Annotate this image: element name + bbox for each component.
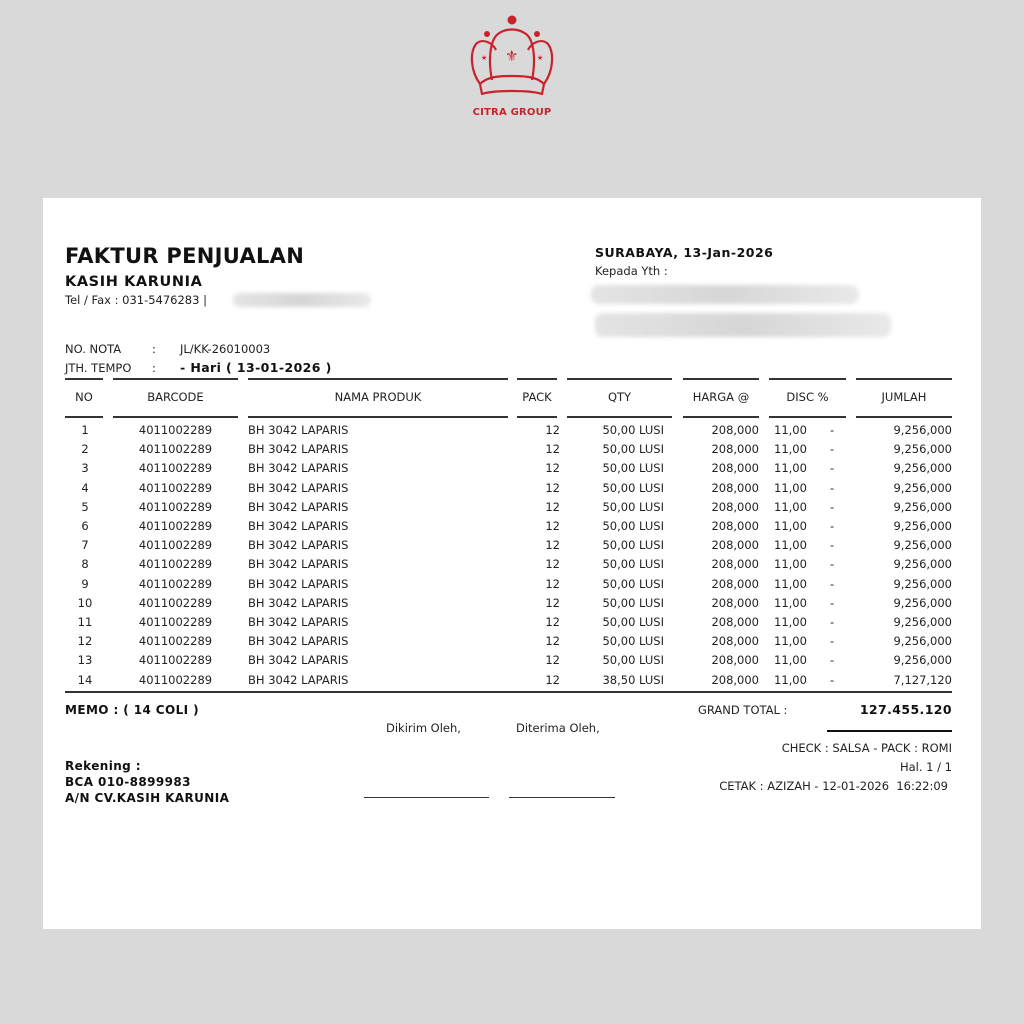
row-qty: 50,00 LUSI <box>602 615 664 629</box>
row-disc: 11,00 <box>774 442 807 457</box>
row-product-name: BH 3042 LAPARIS <box>248 423 349 437</box>
row-pack: 12 <box>545 615 560 629</box>
row-pack: 12 <box>545 442 560 457</box>
header-line <box>683 378 759 380</box>
row-qty: 50,00 LUSI <box>602 557 664 572</box>
header-line <box>113 416 238 418</box>
row-price: 208,000 <box>711 672 759 687</box>
row-price: 208,000 <box>711 442 759 457</box>
row-product-name: BH 3042 LAPARIS <box>248 480 349 495</box>
header-line <box>517 416 557 418</box>
col-header-barcode: BARCODE <box>147 390 204 404</box>
row-barcode: 4011002289 <box>138 576 213 591</box>
row-disc-extra: - <box>830 653 835 668</box>
row-pack: 12 <box>545 461 560 476</box>
row-disc-extra: - <box>830 615 835 629</box>
row-disc-extra: - <box>830 576 835 591</box>
recipient-label: Kepada Yth : <box>595 264 668 278</box>
row-product-name: BH 3042 LAPARIS <box>248 499 349 514</box>
row-barcode: 4011002289 <box>138 519 213 533</box>
row-disc-extra: - <box>830 442 835 457</box>
row-disc: 11,00 <box>774 519 807 533</box>
row-barcode: 4011002289 <box>138 557 213 572</box>
check-pack-info: CHECK : SALSA - PACK : ROMI <box>781 741 952 755</box>
row-price: 208,000 <box>711 480 759 495</box>
row-total: 9,256,000 <box>893 557 952 572</box>
row-barcode: 4011002289 <box>138 538 213 553</box>
row-total: 9,256,000 <box>893 423 952 437</box>
row-barcode: 4011002289 <box>138 634 213 649</box>
rekening-label: Rekening : <box>65 759 141 773</box>
header-line <box>567 416 672 418</box>
table-row <box>43 615 981 634</box>
row-disc: 11,00 <box>774 557 807 572</box>
header-line <box>248 416 508 418</box>
row-pack: 12 <box>545 499 560 514</box>
row-qty: 50,00 LUSI <box>602 653 664 668</box>
row-pack: 12 <box>545 557 560 572</box>
table-row <box>43 461 981 480</box>
memo: MEMO : ( 14 COLI ) <box>65 703 199 717</box>
crown-icon <box>464 14 560 106</box>
redacted-contact <box>233 293 371 307</box>
row-price: 208,000 <box>711 595 759 610</box>
row-no: 6 <box>81 519 89 533</box>
row-qty: 50,00 LUSI <box>602 576 664 591</box>
row-no: 11 <box>77 615 93 629</box>
row-no: 9 <box>81 576 89 591</box>
table-row <box>43 557 981 576</box>
row-no: 10 <box>77 595 93 610</box>
row-disc: 11,00 <box>774 538 807 553</box>
received-by-signature-line <box>509 797 615 798</box>
table-row <box>43 519 981 538</box>
row-disc-extra: - <box>830 519 835 533</box>
header-line <box>769 416 846 418</box>
row-total: 9,256,000 <box>893 653 952 668</box>
row-product-name: BH 3042 LAPARIS <box>248 557 349 572</box>
row-disc: 11,00 <box>774 576 807 591</box>
row-qty: 50,00 LUSI <box>602 538 664 553</box>
svg-text:⚜: ⚜ <box>505 47 519 65</box>
col-header-pack: PACK <box>522 390 552 404</box>
row-no: 14 <box>77 672 93 687</box>
row-disc-extra: - <box>830 557 835 572</box>
row-qty: 38,50 LUSI <box>602 672 664 687</box>
row-total: 9,256,000 <box>893 499 952 514</box>
svg-text:★: ★ <box>537 54 544 62</box>
row-barcode: 4011002289 <box>138 615 213 629</box>
col-header-disc: DISC % <box>786 390 829 404</box>
invoice-paper <box>43 198 981 929</box>
row-qty: 50,00 LUSI <box>602 442 664 457</box>
row-price: 208,000 <box>711 519 759 533</box>
jth-tempo-value: - Hari ( 13-01-2026 ) <box>180 360 332 375</box>
row-product-name: BH 3042 LAPARIS <box>248 653 349 668</box>
row-disc-extra: - <box>830 461 835 476</box>
row-product-name: BH 3042 LAPARIS <box>248 519 349 533</box>
row-price: 208,000 <box>711 557 759 572</box>
row-pack: 12 <box>545 634 560 649</box>
row-qty: 50,00 LUSI <box>602 595 664 610</box>
col-header-qty: QTY <box>607 390 632 404</box>
no-nota-value: JL/KK-26010003 <box>180 342 271 356</box>
header-line <box>769 378 846 380</box>
col-header-total: JUMLAH <box>881 390 927 404</box>
row-product-name: BH 3042 LAPARIS <box>248 595 349 610</box>
row-disc-extra: - <box>830 480 835 495</box>
row-no: 5 <box>81 499 89 514</box>
invoice-title: FAKTUR PENJUALAN <box>65 244 305 268</box>
table-row <box>43 673 981 692</box>
row-product-name: BH 3042 LAPARIS <box>248 461 349 476</box>
sent-by-signature-line <box>364 797 489 798</box>
table-row <box>43 634 981 653</box>
row-pack: 12 <box>545 672 560 687</box>
tel-fax: Tel / Fax : 031-5476283 | <box>65 293 207 307</box>
row-total: 9,256,000 <box>893 480 952 495</box>
header-line <box>248 378 508 380</box>
col-header-product: NAMA PRODUK <box>334 390 422 404</box>
redacted-recipient-name <box>591 285 859 304</box>
row-price: 208,000 <box>711 423 759 437</box>
row-total: 9,256,000 <box>893 634 952 649</box>
redacted-recipient-address <box>595 313 891 337</box>
row-total: 9,256,000 <box>893 461 952 476</box>
col-header-no: NO <box>75 390 93 404</box>
row-barcode: 4011002289 <box>138 423 213 437</box>
row-qty: 50,00 LUSI <box>602 499 664 514</box>
header-line <box>567 378 672 380</box>
grand-total-underline <box>827 730 952 732</box>
row-price: 208,000 <box>711 653 759 668</box>
table-row <box>43 596 981 615</box>
grand-total-label: GRAND TOTAL : <box>698 703 788 717</box>
table-row <box>43 500 981 519</box>
row-total: 9,256,000 <box>893 595 952 610</box>
row-price: 208,000 <box>711 461 759 476</box>
table-row <box>43 538 981 557</box>
table-row <box>43 653 981 672</box>
row-pack: 12 <box>545 576 560 591</box>
grand-total-value: 127.455.120 <box>859 702 952 717</box>
header-line <box>65 416 103 418</box>
row-disc-extra: - <box>830 538 835 553</box>
row-pack: 12 <box>545 480 560 495</box>
row-qty: 50,00 LUSI <box>602 461 664 476</box>
row-disc: 11,00 <box>774 634 807 649</box>
row-no: 1 <box>81 423 89 437</box>
no-nota-colon: : <box>152 342 156 356</box>
row-barcode: 4011002289 <box>138 499 213 514</box>
header-line <box>683 416 759 418</box>
row-disc: 11,00 <box>774 499 807 514</box>
row-pack: 12 <box>545 423 560 437</box>
row-disc: 11,00 <box>774 461 807 476</box>
row-total: 9,256,000 <box>893 519 952 533</box>
header-line <box>113 378 238 380</box>
row-disc: 11,00 <box>774 615 807 629</box>
row-barcode: 4011002289 <box>138 672 213 687</box>
row-qty: 50,00 LUSI <box>602 519 664 533</box>
row-qty: 50,00 LUSI <box>602 423 664 437</box>
row-barcode: 4011002289 <box>138 480 213 495</box>
row-disc: 11,00 <box>774 672 807 687</box>
row-barcode: 4011002289 <box>138 653 213 668</box>
print-info: CETAK : AZIZAH - 12-01-2026 16:22:09 <box>719 779 948 793</box>
row-disc: 11,00 <box>774 595 807 610</box>
svg-text:★: ★ <box>481 54 488 62</box>
row-no: 2 <box>81 442 89 457</box>
row-total: 9,256,000 <box>893 615 952 629</box>
header-line <box>517 378 557 380</box>
row-no: 8 <box>81 557 89 572</box>
row-barcode: 4011002289 <box>138 595 213 610</box>
row-product-name: BH 3042 LAPARIS <box>248 538 349 553</box>
account-name: A/N CV.KASIH KARUNIA <box>65 791 230 805</box>
brand-logo <box>452 14 572 124</box>
row-disc: 11,00 <box>774 423 807 437</box>
sent-by-label: Dikirim Oleh, <box>386 721 461 735</box>
row-disc-extra: - <box>830 672 835 687</box>
row-disc-extra: - <box>830 499 835 514</box>
row-product-name: BH 3042 LAPARIS <box>248 576 349 591</box>
city-date: SURABAYA, 13-Jan-2026 <box>595 245 774 260</box>
company-name: KASIH KARUNIA <box>65 274 203 290</box>
row-qty: 50,00 LUSI <box>602 634 664 649</box>
table-row <box>43 481 981 500</box>
row-disc: 11,00 <box>774 480 807 495</box>
row-no: 7 <box>81 538 89 553</box>
row-disc-extra: - <box>830 634 835 649</box>
received-by-label: Diterima Oleh, <box>516 721 600 735</box>
row-disc-extra: - <box>830 595 835 610</box>
row-disc-extra: - <box>830 423 835 437</box>
row-no: 4 <box>81 480 89 495</box>
header-line <box>856 416 952 418</box>
row-no: 3 <box>81 461 89 476</box>
row-total: 9,256,000 <box>893 576 952 591</box>
row-pack: 12 <box>545 595 560 610</box>
bank-account: BCA 010-8899983 <box>65 775 191 789</box>
row-product-name: BH 3042 LAPARIS <box>248 615 349 629</box>
row-price: 208,000 <box>711 499 759 514</box>
row-total: 7,127,120 <box>893 672 952 687</box>
row-barcode: 4011002289 <box>138 442 213 457</box>
no-nota-label: NO. NOTA <box>65 342 122 356</box>
table-bottom-line <box>65 691 952 693</box>
row-qty: 50,00 LUSI <box>602 480 664 495</box>
row-pack: 12 <box>545 519 560 533</box>
row-pack: 12 <box>545 538 560 553</box>
row-disc: 11,00 <box>774 653 807 668</box>
jth-tempo-label: JTH. TEMPO <box>65 361 132 375</box>
row-no: 13 <box>77 653 93 668</box>
header-line <box>65 378 103 380</box>
row-barcode: 4011002289 <box>138 461 213 476</box>
row-pack: 12 <box>545 653 560 668</box>
row-price: 208,000 <box>711 615 759 629</box>
col-header-price: HARGA @ <box>692 390 750 404</box>
page-number: Hal. 1 / 1 <box>899 760 952 774</box>
row-product-name: BH 3042 LAPARIS <box>248 634 349 649</box>
row-product-name: BH 3042 LAPARIS <box>248 442 349 457</box>
row-no: 12 <box>77 634 93 649</box>
header-line <box>856 378 952 380</box>
row-total: 9,256,000 <box>893 538 952 553</box>
table-row <box>43 423 981 442</box>
row-product-name: BH 3042 LAPARIS <box>248 672 349 687</box>
table-row <box>43 442 981 461</box>
row-price: 208,000 <box>711 538 759 553</box>
table-row <box>43 577 981 596</box>
jth-tempo-colon: : <box>152 361 156 375</box>
row-price: 208,000 <box>711 576 759 591</box>
brand-name: CITRA GROUP <box>472 107 552 118</box>
row-price: 208,000 <box>711 634 759 649</box>
row-total: 9,256,000 <box>893 442 952 457</box>
